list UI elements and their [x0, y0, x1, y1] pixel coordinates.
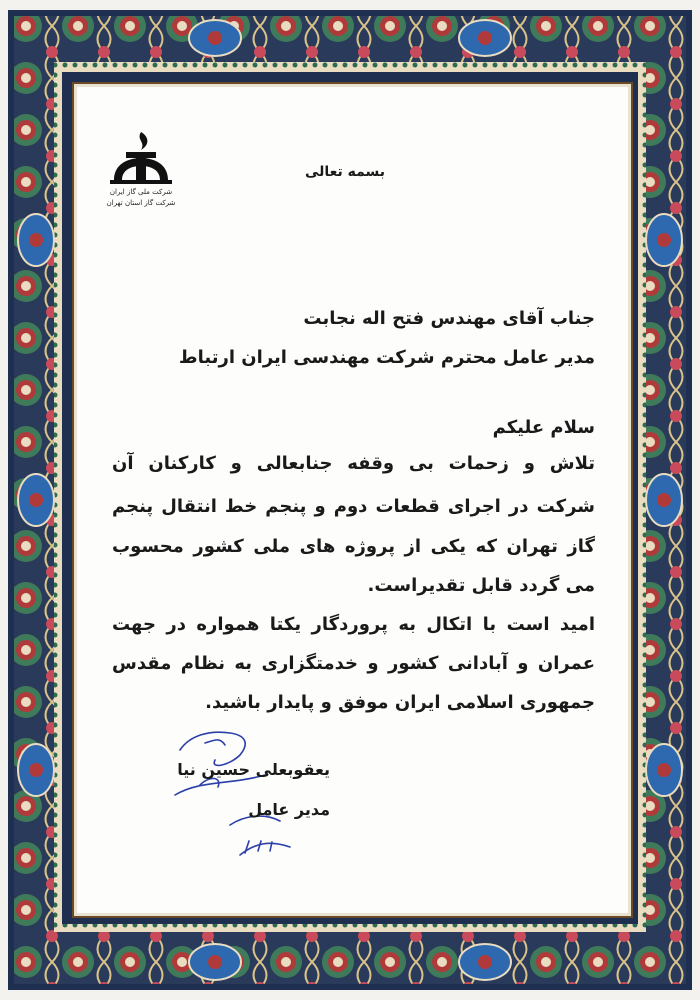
- body-line-3: گاز تهران که یکی از پروژه های ملی کشور محسوب: [112, 536, 595, 557]
- logo-org-line1: شرکت ملی گاز ایران: [109, 188, 173, 196]
- logo-org-line2: شرکت گاز استان تهران: [106, 199, 176, 207]
- body-line-5: امید است با اتکال به پروردگار یکتا همواره در جهت: [112, 614, 595, 635]
- body-line-7: جمهوری اسلامی ایران موفق و پایدار باشید.: [205, 692, 595, 713]
- signer-name: یعقوبعلی حسین نیا: [177, 760, 330, 779]
- body-line-2: شرکت در اجرای قطعات دوم و پنجم خط انتقال پنجم: [112, 496, 595, 517]
- body-line-1: تلاش و زحمات بی وقفه جنابعالی و کارکنان آن: [112, 453, 595, 474]
- signer-title: مدیر عامل: [248, 800, 330, 819]
- greeting: سلام علیکم: [492, 417, 595, 438]
- gas-company-logo-icon: [96, 128, 186, 210]
- body-line-4: می گردد قابل تقدیراست.: [367, 575, 595, 596]
- recipient-line1: جناب آقای مهندس فتح اله نجابت: [303, 308, 595, 329]
- invocation: بسمه تعالی: [304, 164, 386, 180]
- body-line-6: عمران و آبادانی کشور و خدمتگزاری به نظام مقدس: [112, 653, 595, 674]
- recipient-line2: مدیر عامل محترم شرکت مهندسی ایران ارتباط: [178, 347, 595, 368]
